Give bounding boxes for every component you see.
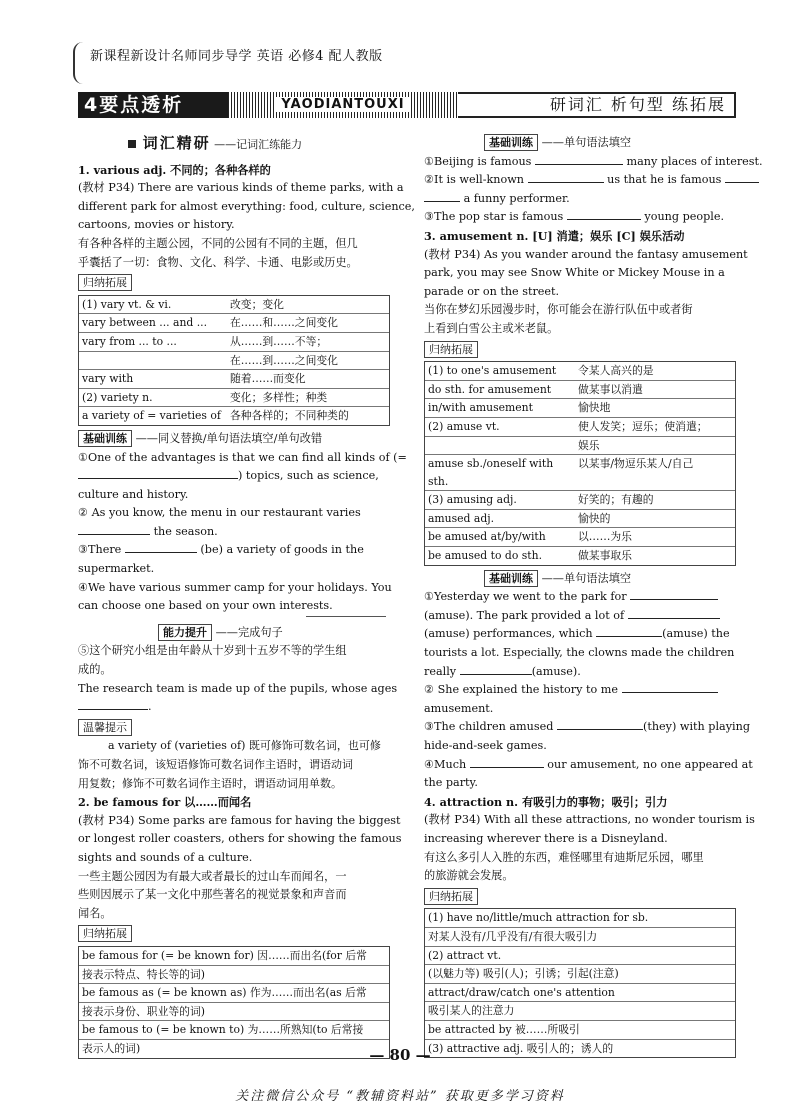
word4-heading: 4. attraction n. 有吸引力的事物；吸引；引力 (424, 794, 668, 809)
word2-example: (教材 P34) Some parks are famous for having the biggest (78, 813, 401, 827)
answer-blank[interactable] (528, 171, 604, 183)
exercise-q2: the season. (153, 524, 218, 538)
phrase-cell: (2) variety n. (79, 388, 227, 407)
table-row (425, 436, 735, 455)
meaning-cell: 以……为乐 (575, 528, 735, 547)
word4-table (424, 908, 736, 1058)
table-cell: be famous for (= be known for) 因……而出名(for 后常 (82, 948, 367, 962)
table-cell: 表示人的词) (79, 1039, 389, 1057)
exercise-s2: ② She explained the history to me (424, 683, 618, 697)
table-row (79, 370, 389, 389)
answer-blank[interactable] (125, 541, 197, 553)
exercise-s1: (amuse). (531, 664, 581, 678)
exercise-s4: our amusement, no one appeared at (547, 757, 753, 771)
word1-example: different park for almost everything: food, culture, science, (78, 199, 415, 213)
phrase-cell: be amused at/by/with (425, 528, 575, 547)
answer-blank[interactable] (78, 523, 150, 535)
exercise-q3: (be) a variety of goods in the (200, 543, 364, 557)
exercise-s1: (amuse) the (662, 627, 730, 641)
exercise-s1: really (424, 664, 457, 678)
table-row (425, 965, 735, 984)
table-row (425, 417, 735, 436)
phrase-cell: (3) amusing adj. (425, 491, 575, 510)
word1-translation: 乎囊括了一切：食物、文化、科学、卡通、电影或历史。 (78, 255, 358, 269)
table-row (425, 528, 735, 547)
period: . (148, 700, 152, 714)
table-row (425, 399, 735, 418)
table-row (79, 984, 389, 1003)
tip-text: 用复数；修饰不可数名词作主语时，谓语动词用单数。 (78, 776, 342, 790)
exercise-q4: can choose one based on your own interests. (78, 599, 333, 613)
table-row (425, 946, 735, 965)
answer-blank[interactable] (628, 607, 720, 619)
meaning-cell: 从……到……不等； (227, 332, 389, 351)
phrase-cell: in/with amusement (425, 399, 575, 418)
summary-label: 归纳拓展 (424, 888, 478, 905)
word2-table (78, 946, 390, 1059)
book-title: 新课程新设计名师同步导学 英语 必修4 配人教版 (90, 49, 383, 64)
basic-training-desc: ——单句语法填空 (541, 571, 632, 585)
answer-blank[interactable] (725, 171, 759, 183)
exercise-s1: (amuse) performances, which (424, 627, 593, 641)
meaning-cell: 愉快地 (575, 399, 735, 418)
table-row (425, 491, 735, 510)
meaning-cell: 做某事以消遣 (575, 380, 735, 399)
word2-translation: 一些主题公园因为有最大或者最长的过山车而闻名，一 (78, 869, 347, 883)
exercise-q1: culture and history. (78, 487, 189, 501)
table-row (425, 909, 735, 927)
exercise-q5: 成的。 (78, 663, 112, 677)
phrase-cell (79, 351, 227, 370)
table-cell: 对某人没有/几乎没有/有很大吸引力 (425, 927, 735, 946)
table-row (79, 947, 389, 965)
promo-note: 关注微信公众号 “教辅资料站” 获取更多学习资料 (235, 1089, 565, 1104)
word3-translation: 上看到白雪公主或米老鼠。 (424, 321, 559, 335)
meaning-cell: 娱乐 (575, 436, 735, 455)
word4-example: increasing wherever there is a Disneyland. (424, 831, 668, 845)
answer-blank[interactable] (596, 625, 662, 637)
table-row (79, 332, 389, 351)
phrase-cell: vary with (79, 370, 227, 389)
table-cell: (以魅力等) 吸引(人)；引诱；引起(注意) (425, 965, 735, 984)
ability-label: 能力提升 (158, 624, 212, 641)
meaning-cell: 以某事/物逗乐某人/自己 (575, 455, 735, 491)
word2-translation: 些则因展示了某一文化中那些著名的视觉景象和声音而 (78, 888, 347, 902)
meaning-cell: 随着……而变化 (227, 370, 389, 389)
vocab-subtitle: ——记词汇练能力 (214, 138, 303, 151)
table-cell: be famous as (= be known as) 作为……而出名(as 后常 (79, 984, 389, 1003)
phrase-cell: (2) amuse vt. (425, 417, 575, 436)
word2-example: sights and sounds of a culture. (78, 850, 253, 864)
section-number-title: 4要点透析 (78, 92, 228, 118)
exercise-s1: tourists a lot. Especially, the clowns made the children (424, 646, 735, 660)
word3-example: park, you may see Snow White or Mickey Mouse in a (424, 266, 725, 280)
meaning-cell: 在……到……之间变化 (227, 351, 389, 370)
exercise-q1: ) topics, such as science, (238, 469, 379, 483)
word3-example: (教材 P34) As you wander around the fantasy amusement (424, 247, 748, 261)
exercise-r1: many places of interest. (626, 154, 763, 168)
table-row (425, 509, 735, 528)
tip-text: 饰不可数名词，该短语修饰可数名词作主语时，谓语动词 (78, 758, 353, 771)
exercise-r3: young people. (644, 210, 725, 224)
meaning-cell: 各种各样的；不同种类的 (227, 407, 389, 425)
meaning-cell: 令某人高兴的是 (578, 364, 654, 378)
right-column (424, 134, 763, 1058)
basic-training-desc: ——单句语法填空 (541, 136, 632, 149)
meaning-cell: 使人发笑；逗乐；使消遣； (575, 417, 735, 436)
exercise-r3: ③The pop star is famous (424, 210, 564, 224)
exercise-s4: ④Much (424, 757, 467, 771)
table-row (425, 1020, 735, 1039)
table-cell: 接表示身份、职业等的词) (79, 1002, 389, 1021)
basic-training-desc: ——同义替换/单句语法填空/单句改错 (135, 431, 323, 445)
word1-translation: 有各种各样的主题公园，不同的公园有不同的主题，但几 (78, 236, 358, 250)
exercise-r2: ②It is well-known (424, 173, 525, 187)
basic-training-label: 基础训练 (78, 430, 132, 447)
table-row (79, 388, 389, 407)
answer-blank[interactable] (424, 190, 460, 202)
exercise-s3: hide-and-seek games. (424, 739, 547, 752)
tip-text: a variety of (varieties of) 既可修饰可数名词，也可修 (108, 739, 381, 753)
table-row (79, 296, 389, 314)
answer-blank[interactable] (78, 698, 148, 710)
answer-blank[interactable] (535, 153, 623, 165)
exercise-q3: supermarket. (78, 562, 155, 576)
exercise-q4: ④We have various summer camp for your holidays. You (78, 580, 392, 594)
table-row (425, 927, 735, 946)
exercise-q5: The research team is made up of the pupils, whose ages (78, 681, 398, 695)
answer-blank[interactable] (622, 681, 718, 693)
table-row (79, 965, 389, 984)
table-cell: 接表示特点、特长等的词) (79, 965, 389, 984)
table-cell: attract/draw/catch one's attention (425, 983, 735, 1002)
table-cell: (1) have no/little/much attraction for sb. (428, 911, 649, 925)
exercise-q2: ② As you know, the menu in our restaurant varies (78, 506, 361, 520)
meaning-cell: 在……和……之间变化 (227, 314, 389, 333)
table-row (79, 407, 389, 425)
exercise-s4: the party. (424, 776, 478, 790)
answer-blank[interactable] (470, 756, 544, 768)
table-row (425, 455, 735, 491)
ability-desc: ——完成句子 (215, 625, 283, 639)
table-row (79, 314, 389, 333)
table-row (425, 547, 735, 565)
word1-heading: 1. various adj. 不同的；各种各样的 (78, 162, 271, 177)
meaning-cell: 好笑的；有趣的 (575, 491, 735, 510)
word2-example: or longest roller coasters, others for showing the famous (78, 832, 402, 846)
phrase-cell: amuse sb./oneself with sth. (425, 455, 575, 491)
meaning-cell: 改变；变化 (230, 297, 284, 311)
word4-example: (教材 P34) With all these attractions, no wonder tourism is (424, 813, 755, 827)
word4-translation: 的旅游就会发展。 (424, 869, 514, 883)
table-cell: (3) attractive adj. 吸引人的；诱人的 (425, 1039, 735, 1057)
phrase-cell: be amused to do sth. (425, 547, 575, 565)
word3-heading: 3. amusement n. [U] 消遣；娱乐 [C] 娱乐活动 (424, 228, 685, 243)
page-number: — 80 — (369, 1046, 431, 1064)
meaning-cell: 变化；多样性；种类 (227, 388, 389, 407)
exercise-q5: ⑤这个研究小组是由年龄从十岁到十五岁不等的学生组 (78, 644, 347, 658)
exercise-r1: ①Beijing is famous (424, 154, 532, 168)
summary-label: 归纳拓展 (78, 274, 132, 291)
exercise-s1: (amuse). The park provided a lot of (424, 608, 625, 622)
table-row (425, 380, 735, 399)
word3-table (424, 361, 736, 566)
meaning-cell: 愉快的 (575, 509, 735, 528)
vocab-title: 词汇精研 (142, 134, 211, 152)
exercise-r2: us that he is famous (607, 173, 722, 187)
word2-translation: 闻名。 (78, 906, 112, 920)
phrase-cell: vary between ... and ... (79, 314, 227, 333)
exercise-s1: ①Yesterday we went to the park for (424, 590, 627, 604)
table-cell: be famous to (= be known to) 为……所熟知(to 后常接 (79, 1021, 389, 1040)
table-row (79, 1021, 389, 1040)
word1-table (78, 295, 390, 426)
table-cell: be attracted by 被……所吸引 (425, 1020, 735, 1039)
word3-example: parade or on the street. (424, 284, 560, 298)
word4-translation: 有这么多引人入胜的东西，难怪哪里有迪斯尼乐园，哪里 (424, 850, 704, 864)
word3-translation: 当你在梦幻乐园漫步时，你可能会在游行队伍中或者街 (424, 303, 693, 317)
phrase-cell: vary from ... to ... (79, 332, 227, 351)
tip-label: 温馨提示 (78, 719, 132, 736)
exercise-r2: a funny performer. (463, 191, 570, 205)
word1-example: (教材 P34) There are various kinds of theme parks, with a (78, 181, 404, 195)
square-icon (128, 140, 136, 148)
basic-training-label: 基础训练 (484, 134, 538, 151)
table-row (79, 1002, 389, 1021)
phrase-cell: a variety of = varieties of (79, 407, 227, 425)
word1-example: cartoons, movies or history. (78, 218, 235, 232)
answer-blank[interactable] (630, 588, 718, 600)
header-bracket (73, 42, 83, 84)
phrase-cell: do sth. for amusement (425, 380, 575, 399)
table-row (425, 983, 735, 1002)
table-cell: 吸引某人的注意力 (425, 1002, 735, 1021)
exercise-s3: ③The children amused (424, 720, 554, 734)
exercise-s2: amusement. (424, 701, 494, 715)
meaning-cell: 做某事取乐 (575, 547, 735, 565)
phrase-cell: amused adj. (425, 509, 575, 528)
answer-blank[interactable] (557, 718, 643, 730)
section-subtitle: 研词汇 析句型 练拓展 (458, 92, 736, 118)
basic-training-label: 基础训练 (484, 570, 538, 587)
table-row (79, 351, 389, 370)
section-pinyin: YAODIANTOUXI (228, 92, 458, 118)
phrase-cell (425, 436, 575, 455)
table-row (425, 362, 735, 380)
exercise-q1: ①One of the advantages is that we can find all kinds of (= (78, 450, 407, 464)
answer-blank[interactable] (78, 467, 238, 479)
exercise-s3: (they) with playing (642, 720, 750, 734)
answer-blank[interactable] (460, 663, 532, 675)
word2-heading: 2. be famous for 以……而闻名 (78, 795, 252, 810)
exercise-q3: ③There (78, 543, 122, 557)
table-cell: (2) attract vt. (425, 946, 735, 965)
phrase-cell: (1) vary vt. & vi. (82, 297, 172, 311)
summary-label: 归纳拓展 (424, 341, 478, 358)
summary-label: 归纳拓展 (78, 925, 132, 942)
phrase-cell: (1) to one's amusement (428, 364, 557, 378)
answer-blank[interactable] (567, 208, 641, 220)
table-row (425, 1002, 735, 1021)
